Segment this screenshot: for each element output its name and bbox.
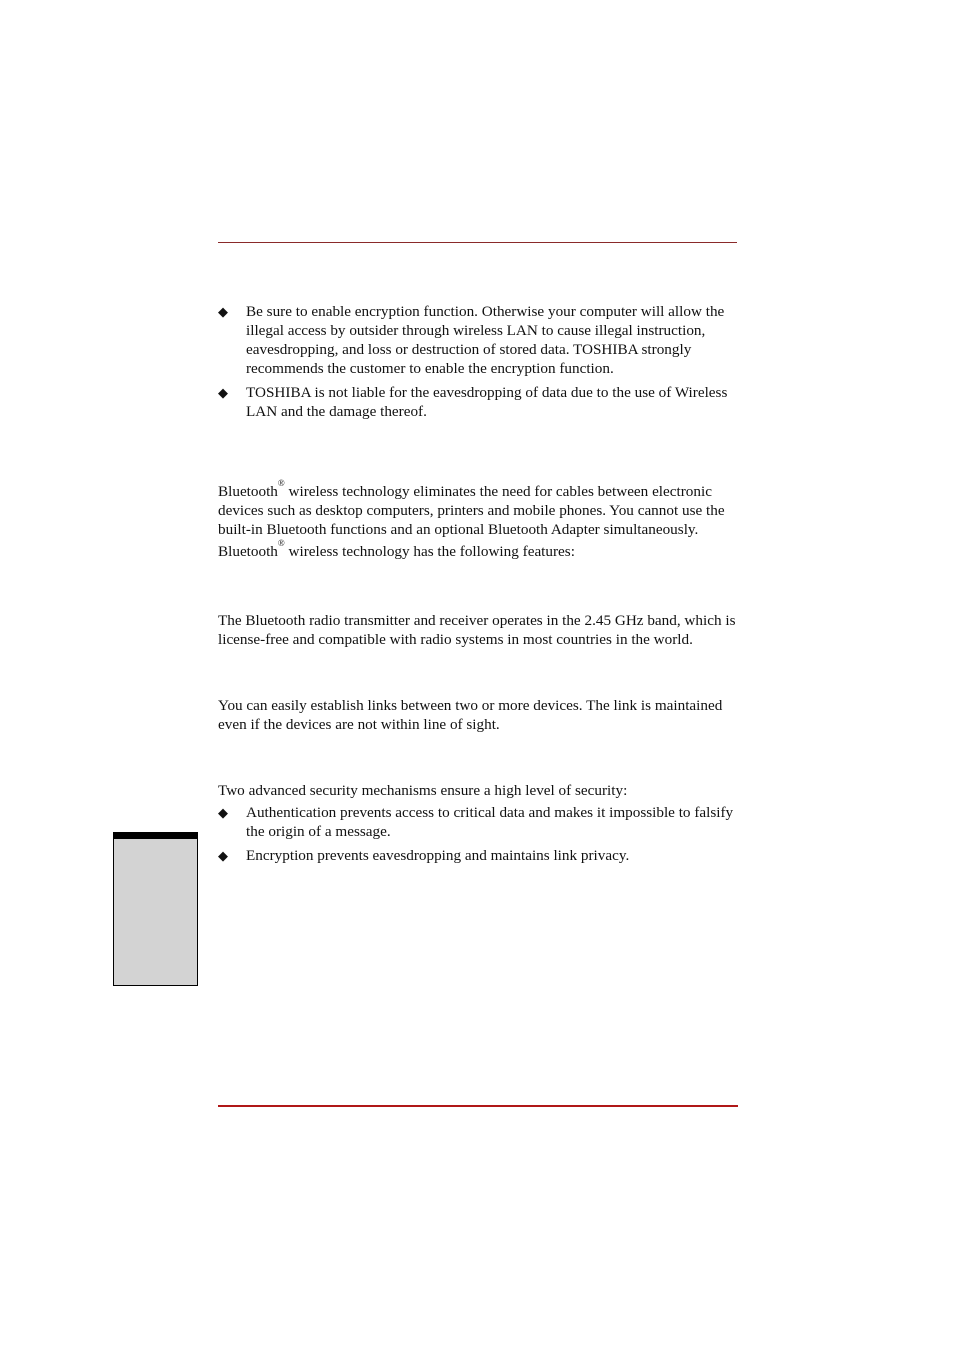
chapter-tab bbox=[113, 832, 198, 986]
diamond-bullet-icon: ◆ bbox=[218, 385, 228, 400]
brand-name: Bluetooth bbox=[218, 543, 278, 560]
registered-mark: ® bbox=[277, 538, 285, 548]
links-text: You can easily establish links between two or more devices. The link is maintained even if the devices are not within line of sight. bbox=[218, 697, 723, 733]
security-text: Two advanced security mechanisms ensure a high level of security: bbox=[218, 782, 628, 799]
intro-paragraph bbox=[218, 478, 738, 539]
radio-paragraph bbox=[218, 611, 738, 649]
diamond-bullet-icon: ◆ bbox=[218, 848, 228, 863]
intro-text: wireless technology eliminates the need for cables between electronic devices such as desktop computers, printers and mobile phones. You cannot use the built-in Bluetooth functions and an optional Bluetooth Adapter simultaneously. bbox=[218, 483, 725, 538]
security-bullet-text: Authentication prevents access to critical data and makes it impossible to falsify the origin of a message. bbox=[246, 804, 734, 840]
security-paragraph bbox=[218, 781, 738, 800]
features-intro-text: wireless technology has the following features: bbox=[284, 543, 575, 560]
footer-rule bbox=[218, 1105, 738, 1107]
list-item bbox=[218, 803, 738, 841]
registered-mark: ® bbox=[277, 478, 285, 488]
list-item bbox=[218, 846, 738, 865]
list-item bbox=[218, 302, 738, 378]
diamond-bullet-icon: ◆ bbox=[218, 304, 228, 319]
brand-name: Bluetooth bbox=[218, 483, 278, 500]
security-list bbox=[218, 803, 738, 870]
warning-text: TOSHIBA is not liable for the eavesdropping of data due to the use of Wireless LAN and the damage thereof. bbox=[246, 384, 728, 420]
warning-list bbox=[218, 302, 738, 426]
features-intro bbox=[218, 538, 738, 561]
links-paragraph bbox=[218, 696, 738, 734]
header-rule bbox=[218, 242, 737, 243]
diamond-bullet-icon: ◆ bbox=[218, 805, 228, 820]
radio-text: The Bluetooth radio transmitter and receiver operates in the 2.45 GHz band, which is license-free and compatible with radio systems in most countries in the world. bbox=[218, 612, 736, 648]
security-bullet-text: Encryption prevents eavesdropping and maintains link privacy. bbox=[246, 847, 630, 864]
warning-text: Be sure to enable encryption function. Otherwise your computer will allow the illegal access by outsider through wireless LAN to cause illegal instruction, eavesdropping, and loss or destruction of stored data. TOSHIBA strongly recommends the customer to enable the encryption function. bbox=[246, 303, 725, 377]
list-item bbox=[218, 383, 738, 421]
